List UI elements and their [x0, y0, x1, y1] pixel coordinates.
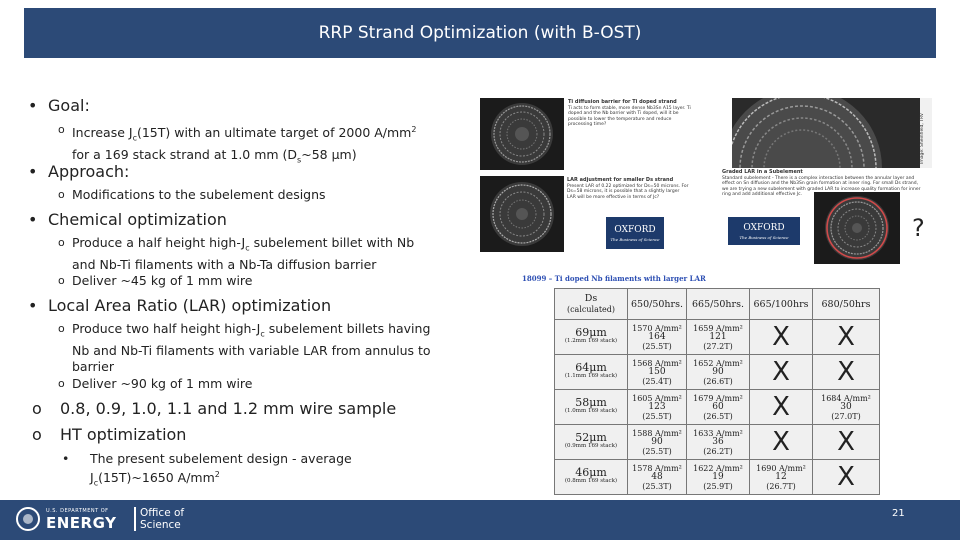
wire-sample-item: o 0.8, 0.9, 1.0, 1.1 and 1.2 mm wire sample [32, 399, 397, 418]
table-row [555, 355, 880, 390]
ds-cell: 52μm (0.9mm 169 stack) [555, 425, 628, 460]
ds-cell: 69μm (1.2mm 169 stack) [555, 320, 628, 355]
sub-bullet-icon: o [58, 123, 65, 136]
graded-lar-micrograph [814, 192, 900, 264]
filament-closeup-icon [732, 98, 932, 168]
ht-sub1: • The present subelement design - average $J_c(15T)\sim 1650$ $A/mm^2$ [62, 451, 352, 488]
footer-bar [0, 500, 960, 540]
chemical-heading: Chemical optimization [48, 210, 227, 229]
oxford-logo-left: OXFORD The Business of Science [606, 217, 664, 249]
approach-heading: Approach: [48, 162, 130, 181]
results-table [554, 288, 880, 495]
table-row [555, 460, 880, 495]
lar-sub1: o Produce two half height high-$J_c$ subelement billets having Nb and Nb-Ti filaments with variable LAR from annulus to barrier [58, 321, 431, 374]
value-cell: 1679 A/mm² 60 (26.5T) [687, 390, 750, 425]
bullet-approach [28, 162, 129, 181]
chemical-sub1: o Produce a half height high-$J_c$ subelement billet with Nb and Nb-Ti filaments with a Nb-Ta diffusion barrier [58, 235, 415, 272]
table-row [555, 320, 880, 355]
bullet-dot-icon: • [28, 162, 38, 181]
x-mark-cell [750, 425, 813, 460]
strand-cross-section-icon [480, 176, 564, 252]
header-ds: Ds (calculated) [555, 289, 628, 320]
bullet-dot-icon: • [28, 296, 38, 315]
slide-title-bar [24, 8, 936, 58]
value-cell: 1605 A/mm² 123 (25.5T) [628, 390, 687, 425]
header-col: 665/100hrs [750, 289, 813, 320]
x-mark-icon: X [772, 357, 790, 387]
x-mark-icon: X [772, 392, 790, 422]
x-mark-cell [813, 320, 880, 355]
graded-lar-cross-section-icon [814, 192, 900, 264]
sub-bullet-icon: o [58, 188, 65, 201]
box2-text: LAR adjustment for smaller Ds strand Present LAR of 0.22 optimized for Ds=50 microns. For Ds=58 microns, it is possible that a slightly larger LAR will be more effective in terms of Jc? [567, 177, 689, 200]
ds-cell: 58μm (1.0mm 169 stack) [555, 390, 628, 425]
x-mark-cell [813, 425, 880, 460]
sub-bullet-icon: o [32, 425, 42, 444]
bullet-lar [28, 296, 331, 315]
table-caption: 18099 – Ti doped Nb filaments with larger LAR [522, 274, 706, 283]
micrograph-panel-mid-left [480, 176, 564, 252]
header-col: 665/50hrs. [687, 289, 750, 320]
x-mark-icon: X [837, 322, 855, 352]
header-col: 680/50hrs [813, 289, 880, 320]
question-mark: ? [912, 214, 925, 242]
divider [134, 507, 136, 531]
value-cell: 1578 A/mm² 48 (25.3T) [628, 460, 687, 495]
sub-bullet-icon: o [32, 399, 42, 418]
box1-side-credit: Image: Sheinfield, TRV [920, 113, 925, 164]
bullet-dot-icon: • [62, 451, 70, 466]
x-mark-icon: X [837, 427, 855, 457]
x-mark-cell [813, 460, 880, 495]
micrograph-panel-top-right [732, 98, 932, 168]
value-cell: 1684 A/mm² 30 (27.0T) [813, 390, 880, 425]
doe-logo: U.S. DEPARTMENT OF ENERGY [46, 508, 117, 532]
strand-cross-section-icon [480, 98, 564, 170]
x-mark-icon: X [837, 357, 855, 387]
header-col: 650/50hrs. [628, 289, 687, 320]
x-mark-icon: X [772, 427, 790, 457]
oxford-logo-right: OXFORD The Business of Science [728, 217, 800, 245]
box1-text: Ti diffusion barrier for Ti doped strand Ti acts to form stable, more dense Nb3Sn A15 layer. Ti doped and the Nb barrier with Ti doped, will it be possible to lower the temperature and reduce processing time? [568, 99, 691, 127]
sub-bullet-icon: o [58, 274, 65, 287]
x-mark-cell [750, 355, 813, 390]
x-mark-icon: X [772, 322, 790, 352]
slide-title: RRP Strand Optimization (with B-OST) [318, 23, 642, 43]
value-cell: 1622 A/mm² 19 (25.9T) [687, 460, 750, 495]
box3-text: Graded LAR in a Subelement Standard subelement - There is a complex interaction between the annular layer and effect on Sn diffusion and the Nb3Sn grain formation at inner ring. For small Ds strand, we are trying a new subelement with graded LAR to increase quality formation for inner ring and add additional effective Jc. [722, 169, 921, 197]
goal-heading: Goal: [48, 96, 90, 115]
ds-cell: 46μm (0.8mm 169 stack) [555, 460, 628, 495]
value-cell: 1652 A/mm² 90 (26.6T) [687, 355, 750, 390]
bullet-dot-icon: • [28, 96, 38, 115]
table-row [555, 425, 880, 460]
goal-sub1: o Increase $J_c(15T)$ with an ultimate target of 2000 $A/mm^2$ for a 169 stack strand at 1.0 mm ($D_s\sim 58$ μm) [58, 122, 478, 168]
x-mark-icon: X [837, 462, 855, 492]
x-mark-cell [813, 355, 880, 390]
ht-item: o HT optimization [32, 425, 187, 444]
x-mark-cell [750, 320, 813, 355]
value-cell: 1659 A/mm² 121 (27.2T) [687, 320, 750, 355]
lar-heading: Local Area Ratio (LAR) optimization [48, 296, 332, 315]
value-cell: 1568 A/mm² 150 (25.4T) [628, 355, 687, 390]
value-cell: 1570 A/mm² 164 (25.5T) [628, 320, 687, 355]
bullet-dot-icon: • [28, 210, 38, 229]
ds-cell: 64μm (1.1mm 169 stack) [555, 355, 628, 390]
table-row [555, 390, 880, 425]
sub-bullet-icon: o [58, 322, 65, 335]
page-number: 21 [892, 508, 905, 519]
sub-bullet-icon: o [58, 377, 65, 390]
value-cell: 1690 A/mm² 12 (26.7T) [750, 460, 813, 495]
bullet-chemical [28, 210, 227, 229]
value-cell: 1588 A/mm² 90 (25.5T) [628, 425, 687, 460]
doe-seal-icon [16, 507, 40, 531]
bullet-goal [28, 96, 90, 115]
table-header-row [555, 289, 880, 320]
x-mark-cell [750, 390, 813, 425]
lar-sub2: o Deliver ~90 kg of 1 mm wire [58, 376, 253, 391]
approach-sub1: o Modifications to the subelement designs [58, 187, 326, 202]
micrograph-panel-top-left [480, 98, 564, 170]
sub-bullet-icon: o [58, 236, 65, 249]
office-of-science-logo: Office of Science [140, 507, 185, 531]
chemical-sub2: o Deliver ~45 kg of 1 mm wire [58, 273, 253, 288]
value-cell: 1633 A/mm² 36 (26.2T) [687, 425, 750, 460]
